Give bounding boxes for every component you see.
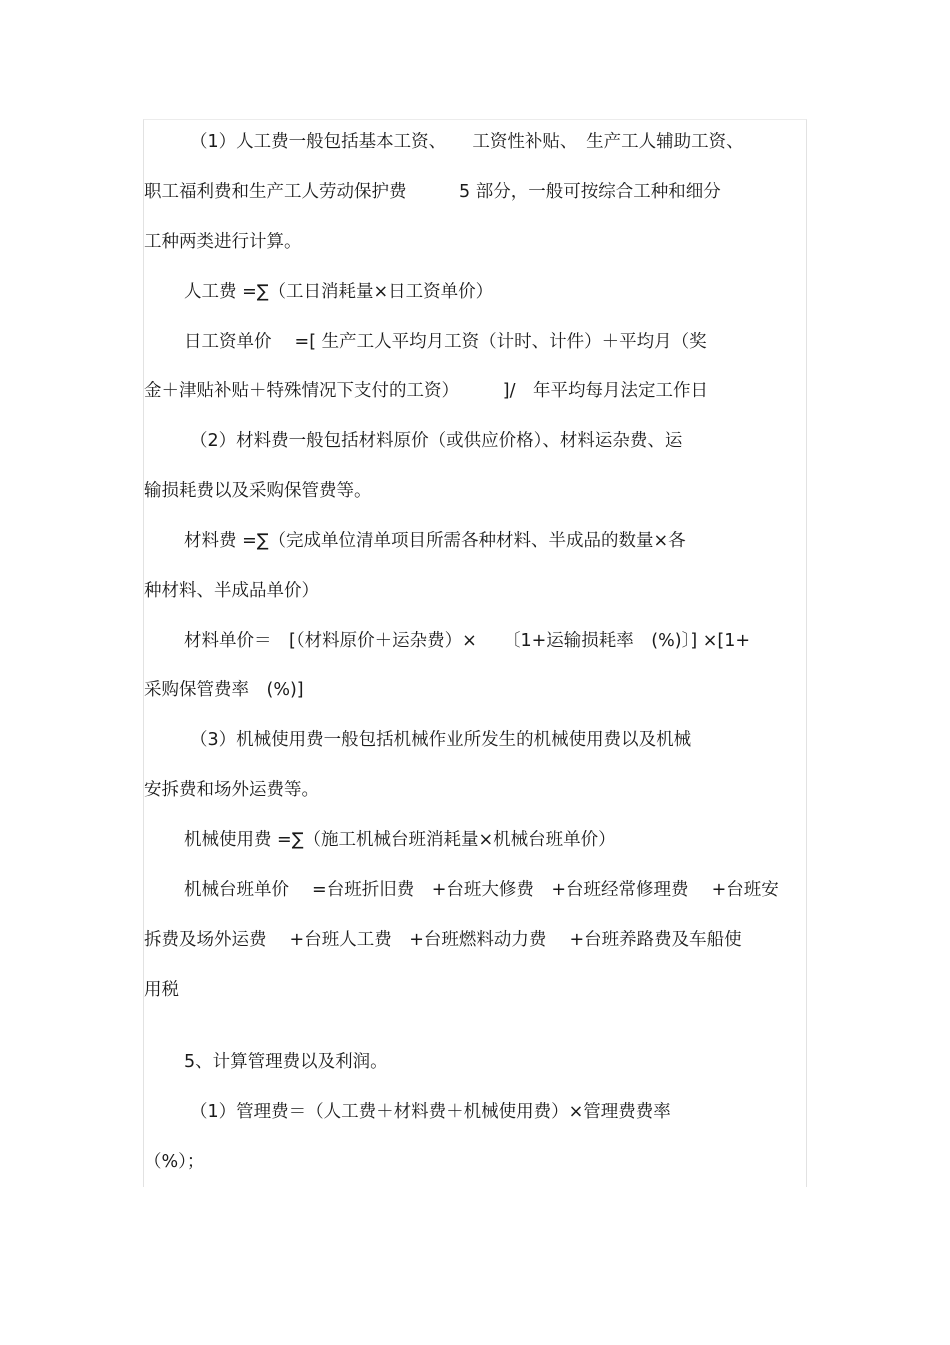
formula-machine-shift-price-3: 用税: [144, 980, 179, 1000]
paragraph-labor-cost-3: 工种两类进行计算。: [144, 232, 302, 252]
formula-daily-wage-2: 金＋津贴补贴＋特殊情况下支付的工资） ]/ 年平均每月法定工作日: [144, 381, 708, 401]
formula-machine-shift-price-2: 拆费及场外运费 +台班人工费 +台班燃料动力费 +台班养路费及车船使: [144, 930, 742, 950]
formula-management-fee-1: （1）管理费＝（人工费＋材料费＋机械使用费）×管理费费率: [190, 1102, 671, 1122]
formula-daily-wage-1: 日工资单价 =[ 生产工人平均月工资（计时、计件）＋平均月（奖: [184, 332, 707, 352]
document-page: [143, 119, 807, 1187]
formula-machinery-cost: 机械使用费 =∑（施工机械台班消耗量×机械台班单价）: [184, 830, 616, 850]
paragraph-labor-cost-2: 职工福利费和生产工人劳动保护费 5 部分，一般可按综合工种和细分: [144, 182, 721, 202]
formula-machine-shift-price-1: 机械台班单价 =台班折旧费 +台班大修费 +台班经常修理费 +台班安: [184, 880, 779, 900]
section-heading-5: 5、计算管理费以及利润。: [184, 1052, 388, 1072]
paragraph-machinery-cost-1: （3）机械使用费一般包括机械作业所发生的机械使用费以及机械: [190, 730, 692, 750]
paragraph-labor-cost-1: （1）人工费一般包括基本工资、 工资性补贴、 生产工人辅助工资、: [190, 132, 744, 152]
paragraph-machinery-cost-2: 安拆费和场外运费等。: [144, 780, 319, 800]
formula-material-cost-2: 种材料、半成品单价）: [144, 581, 319, 601]
formula-management-fee-2: （%）；: [144, 1152, 205, 1172]
formula-material-unit-price-1: 材料单价＝ [（材料原价＋运杂费）× 〔1+运输损耗率 (%)〕] ×[1+: [184, 631, 750, 651]
formula-material-cost-1: 材料费 =∑（完成单位清单项目所需各种材料、半成品的数量×各: [184, 531, 686, 551]
paragraph-material-cost-1: （2）材料费一般包括材料原价（或供应价格）、材料运杂费、运: [190, 431, 683, 451]
formula-material-unit-price-2: 采购保管费率 (%)]: [144, 680, 304, 700]
formula-labor-cost: 人工费 =∑（工日消耗量×日工资单价）: [184, 282, 494, 302]
paragraph-material-cost-2: 输损耗费以及采购保管费等。: [144, 481, 372, 501]
